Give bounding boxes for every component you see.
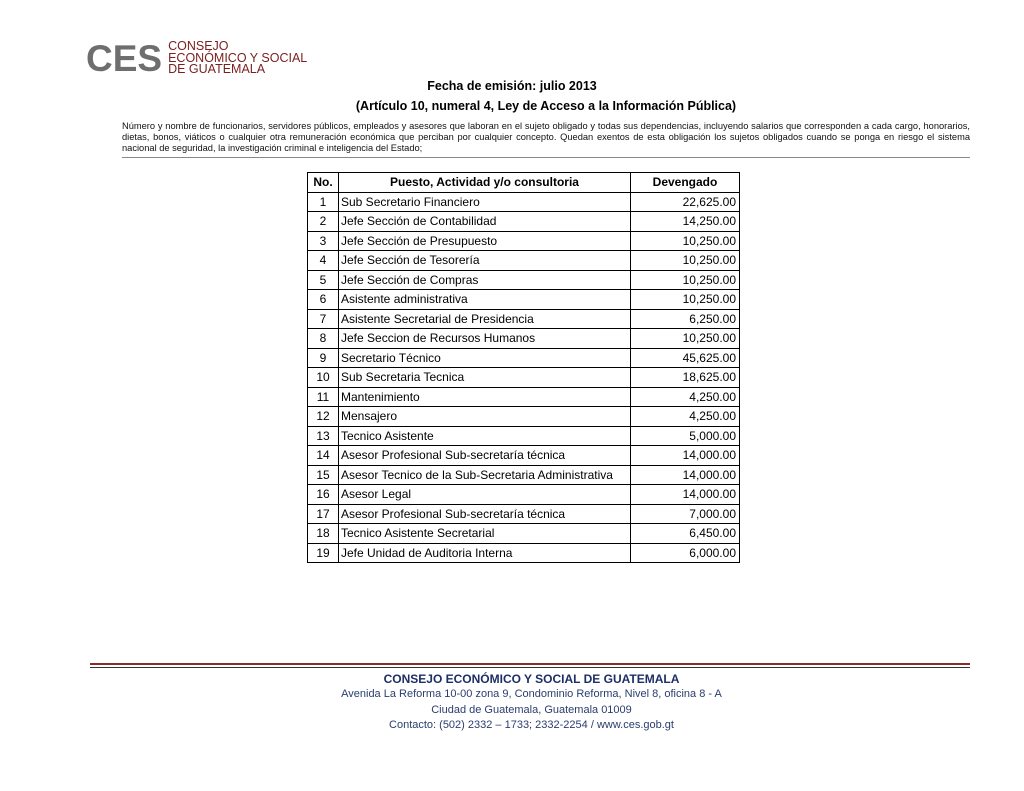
table-row [308, 485, 740, 505]
table-row [308, 446, 740, 466]
row-amount: 14,250.00 [631, 212, 740, 232]
row-position: Tecnico Asistente Secretarial [339, 524, 631, 544]
row-amount: 6,000.00 [631, 543, 740, 563]
row-number: 4 [308, 251, 339, 271]
table-row [308, 290, 740, 310]
row-position: Asistente Secretarial de Presidencia [339, 309, 631, 329]
row-number: 12 [308, 407, 339, 427]
footer-divider-dark [90, 667, 970, 668]
row-amount: 10,250.00 [631, 329, 740, 349]
row-amount: 14,000.00 [631, 485, 740, 505]
row-position: Asistente administrativa [339, 290, 631, 310]
row-amount: 45,625.00 [631, 348, 740, 368]
row-position: Jefe Sección de Compras [339, 270, 631, 290]
row-position: Secretario Técnico [339, 348, 631, 368]
table-row [308, 251, 740, 271]
row-position: Jefe Seccion de Recursos Humanos [339, 329, 631, 349]
table-row [308, 329, 740, 349]
row-position: Mensajero [339, 407, 631, 427]
row-amount: 14,000.00 [631, 465, 740, 485]
row-number: 18 [308, 524, 339, 544]
row-number: 3 [308, 231, 339, 251]
row-position: Jefe Sección de Contabilidad [339, 212, 631, 232]
footer-divider-red [90, 663, 970, 665]
logo-mark: CES [86, 38, 163, 79]
row-number: 2 [308, 212, 339, 232]
logo-line-1: CONSEJO [168, 39, 229, 54]
row-amount: 18,625.00 [631, 368, 740, 388]
row-number: 8 [308, 329, 339, 349]
footer-contact: Contacto: (502) 2332 – 1733; 2332-2254 / www.ces.gob.gt [389, 719, 674, 731]
row-amount: 6,450.00 [631, 524, 740, 544]
table-row [308, 192, 740, 212]
row-number: 5 [308, 270, 339, 290]
row-amount: 14,000.00 [631, 446, 740, 466]
logo-line-3: DE GUATEMALA [168, 62, 266, 77]
row-amount: 6,250.00 [631, 309, 740, 329]
document-title: Fecha de emisión: julio 2013 [427, 79, 597, 93]
table-row [308, 270, 740, 290]
row-amount: 10,250.00 [631, 231, 740, 251]
row-amount: 10,250.00 [631, 290, 740, 310]
row-number: 16 [308, 485, 339, 505]
row-number: 17 [308, 504, 339, 524]
row-number: 7 [308, 309, 339, 329]
row-position: Jefe Unidad de Auditoria Interna [339, 543, 631, 563]
row-amount: 4,250.00 [631, 387, 740, 407]
table-row [308, 543, 740, 563]
column-header-amount: Devengado [631, 173, 740, 193]
table-header-row [308, 173, 740, 193]
ces-logo [86, 40, 307, 77]
footer [0, 672, 1024, 734]
table-row [308, 309, 740, 329]
row-number: 19 [308, 543, 339, 563]
row-position: Mantenimiento [339, 387, 631, 407]
row-amount: 5,000.00 [631, 426, 740, 446]
header-divider [122, 157, 970, 158]
row-position: Sub Secretaria Tecnica [339, 368, 631, 388]
row-number: 14 [308, 446, 339, 466]
row-number: 6 [308, 290, 339, 310]
logo-line-2: ECONÓMICO Y SOCIAL [168, 50, 308, 65]
row-position: Asesor Profesional Sub-secretaría técnica [339, 504, 631, 524]
table-row [308, 231, 740, 251]
row-number: 11 [308, 387, 339, 407]
row-position: Asesor Tecnico de la Sub-Secretaria Administrativa [339, 465, 631, 485]
row-amount: 22,625.00 [631, 192, 740, 212]
footer-city: Ciudad de Guatemala, Guatemala 01009 [431, 703, 632, 716]
row-number: 10 [308, 368, 339, 388]
row-position: Tecnico Asistente [339, 426, 631, 446]
row-amount: 10,250.00 [631, 251, 740, 271]
table-row [308, 212, 740, 232]
row-position: Jefe Sección de Tesorería [339, 251, 631, 271]
row-position: Asesor Legal [339, 485, 631, 505]
intro-paragraph: Número y nombre de funcionarios, servidores públicos, empleados y asesores que laboran en el sujeto obligado y todas sus dependencias, incluyendo salarios que corresponden a cada cargo, honorarios, dietas, bonos, viáticos o cualquier otra remuneración económica que perciban por cualquier concepto. Quedan exentos de esta obligación los sujetos obligados cuando se ponga en riesgo el sistema nacional de seguridad, la investigación criminal e inteligencia del Estado; [122, 121, 970, 153]
row-amount: 7,000.00 [631, 504, 740, 524]
salary-table [307, 172, 740, 563]
row-number: 15 [308, 465, 339, 485]
column-header-no: No. [308, 173, 339, 193]
row-position: Asesor Profesional Sub-secretaría técnica [339, 446, 631, 466]
table-body [308, 192, 740, 563]
table-row [308, 504, 740, 524]
row-number: 13 [308, 426, 339, 446]
table-row [308, 426, 740, 446]
table-row [308, 524, 740, 544]
row-number: 1 [308, 192, 339, 212]
row-position: Jefe Sección de Presupuesto [339, 231, 631, 251]
footer-address: Avenida La Reforma 10-00 zona 9, Condominio Reforma, Nivel 8, oficina 8 - A [341, 688, 722, 700]
document-subtitle: (Artículo 10, numeral 4, Ley de Acceso a la Información Pública) [355, 99, 737, 113]
row-position: Sub Secretario Financiero [339, 192, 631, 212]
row-amount: 10,250.00 [631, 270, 740, 290]
table-row [308, 407, 740, 427]
table-row [308, 465, 740, 485]
logo-text [168, 41, 307, 76]
table-row [308, 348, 740, 368]
row-amount: 4,250.00 [631, 407, 740, 427]
table-row [308, 387, 740, 407]
row-number: 9 [308, 348, 339, 368]
table-row [308, 368, 740, 388]
column-header-position: Puesto, Actividad y/o consultoria [339, 173, 631, 193]
footer-org-name: CONSEJO ECONÓMICO Y SOCIAL DE GUATEMALA [383, 672, 680, 686]
